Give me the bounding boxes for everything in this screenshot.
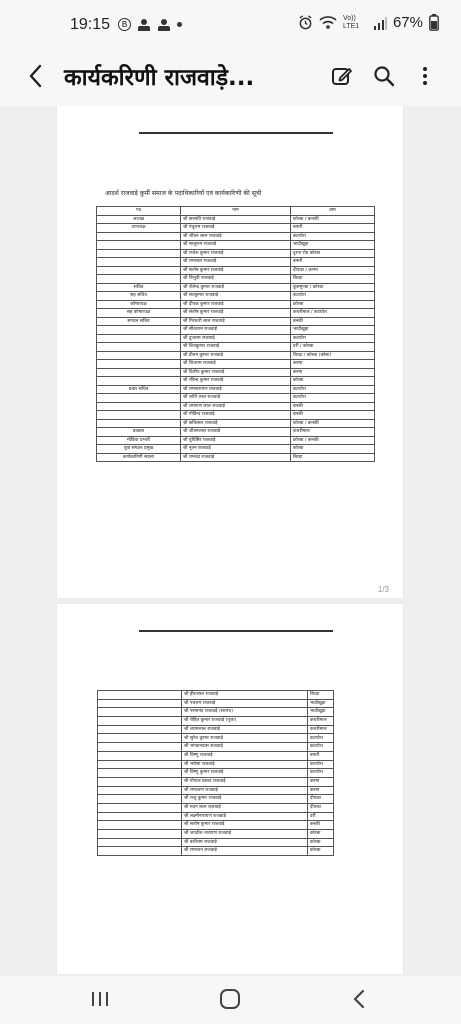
back-nav-icon[interactable] [345, 986, 375, 1012]
cell-post: उपाध्यक्ष [97, 224, 181, 233]
cell-village: करमा [291, 360, 375, 369]
cell-post [98, 830, 182, 839]
table-row [97, 385, 375, 394]
cell-post [97, 377, 181, 386]
document-viewer[interactable] [0, 106, 461, 976]
table-row [98, 751, 334, 760]
cell-name: श्री दीपक कुमार राजवाड़े [181, 300, 291, 309]
cell-village: भादीखुड़ा [291, 241, 375, 250]
group-icon [157, 19, 171, 31]
table-row [97, 326, 375, 335]
cell-name: श्री बलीराम राजवाड़े [182, 838, 308, 847]
table-row [97, 377, 375, 386]
cell-name: श्री दुजराम राजवाड़े [181, 334, 291, 343]
cell-name: श्री रामनारायण राजवाड़े [181, 385, 291, 394]
table-row [97, 334, 375, 343]
group-icon [137, 19, 151, 31]
table-row [97, 360, 375, 369]
table-row [97, 283, 375, 292]
cell-village: बनकी [291, 402, 375, 411]
cell-village: भादीखुड़ा [308, 708, 334, 717]
cell-village: कुसमुण्डा / कोरबा [291, 283, 375, 292]
table-row [98, 717, 334, 726]
cell-village: कथरीमाल / कटघोरा [291, 309, 375, 318]
cell-post [97, 258, 181, 267]
cell-post [98, 717, 182, 726]
cell-post [97, 275, 181, 284]
cell-post [97, 241, 181, 250]
table-row [97, 428, 375, 437]
battery-icon [429, 14, 439, 31]
cell-village: बनारी [291, 258, 375, 267]
cell-name: श्री शांति लाल राजवाड़े [181, 394, 291, 403]
cell-village: भादीखुड़ा [308, 699, 334, 708]
cell-post [97, 232, 181, 241]
table-row [97, 224, 375, 233]
cell-name: श्री पंचुराम राजवाड़े [181, 224, 291, 233]
cell-name: श्री रामायण लाल राजवाड़े [181, 402, 291, 411]
cell-name: श्री गोविन्द राजवाड़े [181, 411, 291, 420]
cell-village: कोरबा [291, 377, 375, 386]
cell-village: बिरदा / कोरबा (कोसा) [291, 351, 375, 360]
cell-name: श्री गोपाल प्रसाद राजवाड़े [182, 777, 308, 786]
table-row [97, 445, 375, 454]
cell-post [97, 402, 181, 411]
cell-post [98, 708, 182, 717]
cell-post: कार्यकारिणी सदस्य [97, 453, 181, 462]
cell-post [97, 351, 181, 360]
cell-name: श्री रोहित कुमार राजवाड़े (पूजा) [182, 717, 308, 726]
cell-village: दीपका [308, 803, 334, 812]
cell-name: श्री जीवन लाल राजवाड़े [181, 232, 291, 241]
cell-name: श्री प्रीतम कुमार राजवाड़े [181, 351, 291, 360]
cell-village: कटघोरा [291, 394, 375, 403]
cell-name: श्री सुरेश कुमार राजवाड़े [182, 734, 308, 743]
table-row [98, 847, 334, 856]
cell-name: श्री शिवकुमार राजवाड़े [181, 343, 291, 352]
edit-icon[interactable] [330, 64, 354, 88]
cell-village: भादीखुड़ा [291, 326, 375, 335]
cell-name: श्री सतोष कुमार राजवाड़े [181, 266, 291, 275]
cell-post [97, 334, 181, 343]
cell-name: श्री गिरधारी लाल राजवाड़े [181, 317, 291, 326]
table-row [97, 453, 375, 462]
cell-village: बिरदा [308, 691, 334, 700]
cell-name: श्री सालुराम राजवाड़े [181, 241, 291, 250]
table-row [97, 394, 375, 403]
cell-post [98, 795, 182, 804]
cell-post: सगठन सचिव [97, 317, 181, 326]
cell-name: श्री हीरालाल राजवाड़े [182, 691, 308, 700]
wifi-icon [319, 15, 337, 30]
table-row [98, 708, 334, 717]
cell-village: कोरबा / कनकी [291, 419, 375, 428]
table-row [98, 786, 334, 795]
cell-post: सह कोषाध्यक्ष [97, 309, 181, 318]
cell-post [98, 691, 182, 700]
cell-name: श्री रविन्द्र कुमार राजवाड़े [181, 377, 291, 386]
cell-post [98, 812, 182, 821]
cell-village: दुरपा रोड कोरबा [291, 249, 375, 258]
cell-village: दीपका / करमा [291, 266, 375, 275]
cell-name: श्री पचराम राजवाड़े [182, 699, 308, 708]
cell-village: कोरबा [291, 445, 375, 454]
cell-village: कोरबा / कनकी [291, 215, 375, 224]
app-header [0, 50, 461, 106]
cell-name: श्री सतकुमार राजवाड़े [181, 292, 291, 301]
cell-post [97, 394, 181, 403]
cell-name: श्री दिलीप कुमार राजवाड़े [181, 368, 291, 377]
cell-name: श्री परमानंद राजवाड़े (सरपंच) [182, 708, 308, 717]
column-header-post: पद [97, 207, 181, 216]
member-table-page-2 [97, 690, 334, 856]
cell-name: श्री रामरतन राजवाड़े [182, 847, 308, 856]
cell-name: श्री जीवनलाल राजवाड़े [181, 428, 291, 437]
cell-village: कटघोरा [291, 292, 375, 301]
cell-post [98, 838, 182, 847]
cell-post [98, 734, 182, 743]
cell-name: श्री मदन लाल राजवाड़े [182, 803, 308, 812]
cell-village: दर्री / कोरबा [291, 343, 375, 352]
table-row [97, 402, 375, 411]
cell-village: करमा [308, 786, 334, 795]
table-row [98, 777, 334, 786]
cell-post [97, 266, 181, 275]
b-badge-icon: B [118, 18, 131, 31]
table-row [98, 760, 334, 769]
cell-village: कोरबा [291, 300, 375, 309]
cell-post [98, 847, 182, 856]
table-row [98, 699, 334, 708]
notification-icons [118, 18, 182, 31]
table-row [97, 266, 375, 275]
cell-name: श्री रामचंद राजवाड़े [181, 453, 291, 462]
cell-village: कथरीमाल [308, 725, 334, 734]
cell-post [98, 751, 182, 760]
cell-name: श्री जगदीश नारायण राजवाड़े [182, 830, 308, 839]
table-row [98, 725, 334, 734]
cell-post [97, 368, 181, 377]
cell-post [98, 803, 182, 812]
cell-village: बनारी [308, 751, 334, 760]
page-top-rule [139, 630, 333, 632]
table-row [98, 769, 334, 778]
cell-village: दर्री [308, 812, 334, 821]
system-nav-bar [0, 976, 461, 1024]
table-row [97, 241, 375, 250]
cell-name: श्री रामलाल राजवाड़े [181, 258, 291, 267]
cell-village: कटघोरा [291, 334, 375, 343]
cell-village: कोरबा [308, 847, 334, 856]
table-row [98, 743, 334, 752]
cell-post [98, 777, 182, 786]
table-row [97, 215, 375, 224]
table-row [97, 419, 375, 428]
cell-post [98, 699, 182, 708]
cell-village: बिरदा [291, 275, 375, 284]
back-arrow-icon[interactable] [24, 62, 48, 90]
cell-post: मीडिया प्रभारी [97, 436, 181, 445]
cell-name: श्री नूतन राजवाड़े [181, 445, 291, 454]
document-page-2 [57, 604, 403, 974]
cell-name: श्री शैलेन्द्र कुमार राजवाड़े [181, 283, 291, 292]
cell-post: कोषाध्यक्ष [97, 300, 181, 309]
column-header-name: नाम [181, 207, 291, 216]
table-row [98, 838, 334, 847]
cell-post [97, 419, 181, 428]
status-bar [0, 0, 461, 50]
page-indicator: 1/3 [377, 585, 389, 594]
cell-name: श्री विष्णु राजवाड़े [182, 751, 308, 760]
network-label: Vo)) LTE1 [342, 14, 360, 30]
recent-apps-icon[interactable] [85, 986, 115, 1012]
cell-post [97, 326, 181, 335]
cell-village: करमा [308, 777, 334, 786]
cell-village: दीपका [308, 795, 334, 804]
table-row [97, 411, 375, 420]
table-row [97, 258, 375, 267]
cell-village: कथरीमाल [308, 717, 334, 726]
home-icon[interactable] [215, 986, 245, 1012]
cell-village: करमा [291, 368, 375, 377]
cell-name: श्री छत्रपति राजवाड़े [181, 215, 291, 224]
table-row [97, 351, 375, 360]
cell-post [98, 760, 182, 769]
table-row [97, 343, 375, 352]
cell-village: कोरबा / कनकी [291, 436, 375, 445]
cell-post [97, 411, 181, 420]
cell-name: श्री लक्ष्मीनारायण राजवाड़े [182, 812, 308, 821]
cell-name: श्री विष्णु कुमार राजवाड़े [182, 769, 308, 778]
battery-percent: 67% [392, 14, 423, 31]
cell-village: कटघोरा [291, 232, 375, 241]
cell-name: श्री भगवानदास राजवाड़े [182, 743, 308, 752]
document-heading: आदर्श राजवाड़े कुर्मी समाज के पदाधिकारियों एवं कार्यकारिणी की सूची [105, 190, 262, 197]
system-icons [298, 14, 439, 31]
cell-village: बनारी [291, 224, 375, 233]
signal-icon [373, 16, 387, 30]
cell-village: कटघोरा [308, 734, 334, 743]
status-time: 19:15 [70, 16, 111, 33]
cell-name: श्री राजु कुमार राजवाड़े [182, 795, 308, 804]
cell-name: श्री श्यामलाल राजवाड़े [182, 725, 308, 734]
cell-post: अध्यक्ष [97, 215, 181, 224]
cell-village: बिरदा [291, 453, 375, 462]
table-row [98, 830, 334, 839]
member-table-page-1 [96, 206, 375, 462]
cell-name: श्री सतोष कुमार राजवाड़े [182, 821, 308, 830]
table-header-row [97, 207, 375, 216]
cell-post: प्रवक्ता [97, 428, 181, 437]
document-title: कार्यकरिणी राजवाड़े... [64, 65, 255, 91]
table-row [97, 275, 375, 284]
cell-village: कोरबा [308, 830, 334, 839]
table-row [97, 300, 375, 309]
cell-post [97, 249, 181, 258]
cell-name: श्री त्रिभुवी राजवाड़े [181, 275, 291, 284]
alarm-icon [298, 15, 313, 30]
cell-village: कटघोरा [308, 743, 334, 752]
cell-post: युवा संगठन प्रमुख [97, 445, 181, 454]
table-row [97, 317, 375, 326]
table-row [97, 292, 375, 301]
more-options-icon[interactable] [413, 64, 437, 88]
cell-name: श्री युधिष्ठिर राजवाड़े [181, 436, 291, 445]
cell-village: कटघोरा [308, 769, 334, 778]
search-icon[interactable] [372, 64, 396, 88]
table-row [97, 436, 375, 445]
table-row [97, 368, 375, 377]
cell-name: श्री शिवराम राजवाड़े [181, 360, 291, 369]
table-row [98, 812, 334, 821]
cell-post [98, 725, 182, 734]
cell-village: बनकी [291, 411, 375, 420]
cell-post [98, 821, 182, 830]
table-row [97, 249, 375, 258]
column-header-village: ग्राम [291, 207, 375, 216]
cell-village: कटघोरा [291, 385, 375, 394]
more-notifications-icon [177, 22, 182, 27]
page-top-rule [139, 132, 333, 134]
table-row [97, 232, 375, 241]
cell-village: कथरीमाल [291, 428, 375, 437]
cell-post [97, 343, 181, 352]
cell-post [98, 743, 182, 752]
table-row [98, 821, 334, 830]
cell-name: श्री संतोष कुमार राजवाड़े [181, 309, 291, 318]
table-row [97, 309, 375, 318]
table-row [98, 734, 334, 743]
cell-post [97, 360, 181, 369]
cell-post: प्रचार सचिव [97, 385, 181, 394]
cell-post [98, 769, 182, 778]
cell-name: श्री रामचरण राजवाड़े [182, 786, 308, 795]
cell-village: बनकी [308, 821, 334, 830]
document-page-1 [57, 106, 403, 598]
table-row [98, 803, 334, 812]
cell-village: कोरबा [308, 838, 334, 847]
table-row [98, 691, 334, 700]
cell-name: श्री छविलाल राजवाड़े [181, 419, 291, 428]
cell-name: श्री राजेश कुमार राजवाड़े [181, 249, 291, 258]
cell-village: कटघोरा [308, 760, 334, 769]
cell-post [98, 786, 182, 795]
cell-name: श्री सीताराम राजवाड़े [181, 326, 291, 335]
cell-post: सह सचिव [97, 292, 181, 301]
cell-village: बनकी [291, 317, 375, 326]
cell-name: श्री भरोसा राजवाड़े [182, 760, 308, 769]
cell-post: सचिव [97, 283, 181, 292]
table-row [98, 795, 334, 804]
